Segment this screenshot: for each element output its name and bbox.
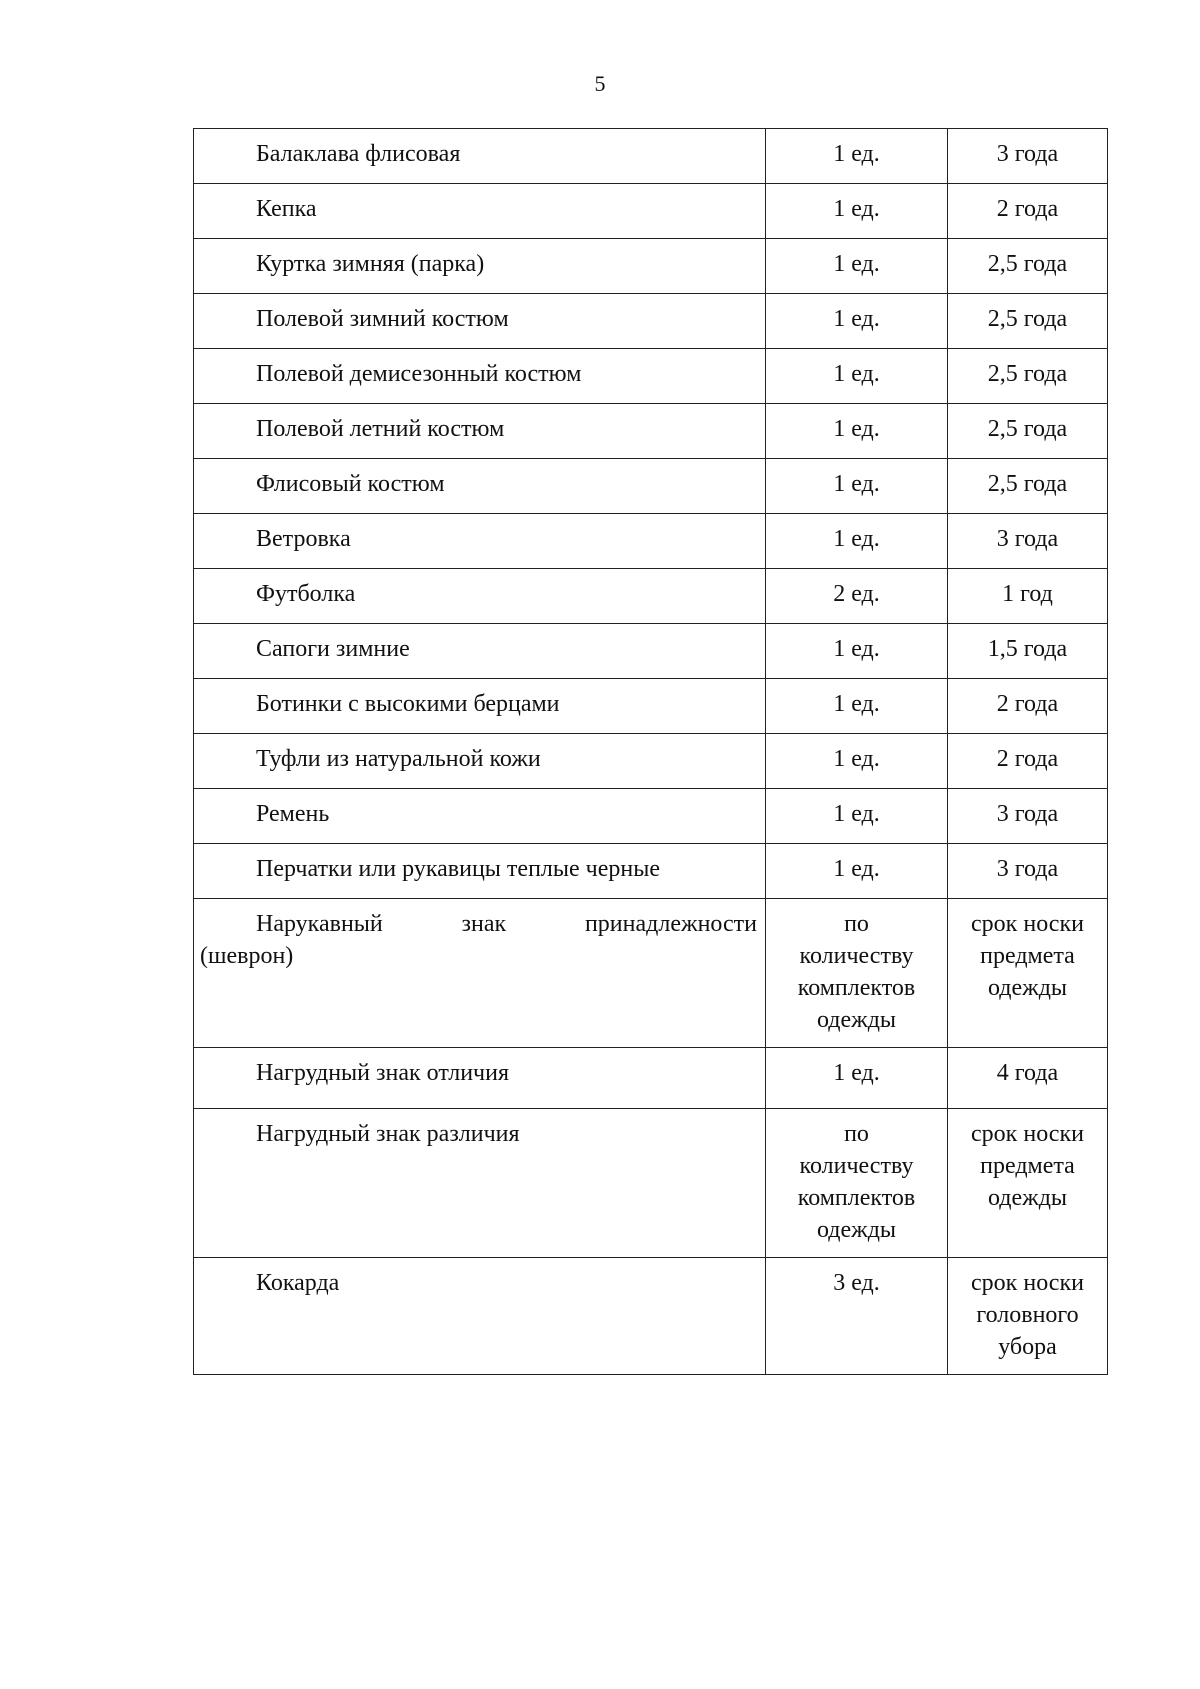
item-quantity: 1 ед. <box>766 294 948 349</box>
item-name: Ветровка <box>194 514 766 569</box>
table-row <box>194 239 1108 294</box>
item-quantity: 1 ед. <box>766 844 948 899</box>
item-quantity: 1 ед. <box>766 1048 948 1109</box>
item-quantity: 1 ед. <box>766 129 948 184</box>
item-wear-term: 2,5 года <box>948 459 1108 514</box>
item-name: Нагрудный знак отличия <box>194 1048 766 1109</box>
item-quantity: 1 ед. <box>766 459 948 514</box>
table-row <box>194 734 1108 789</box>
item-wear-term: 1 год <box>948 569 1108 624</box>
table-row <box>194 184 1108 239</box>
item-name: Ботинки с высокими берцами <box>194 679 766 734</box>
table-row <box>194 459 1108 514</box>
item-quantity: 1 ед. <box>766 184 948 239</box>
item-quantity: по количеству комплектов одежды <box>766 1109 948 1258</box>
item-name-line: Нарукавный знак принадлежности <box>256 911 757 937</box>
item-wear-term: 3 года <box>948 844 1108 899</box>
item-wear-term: 2 года <box>948 734 1108 789</box>
table-row <box>194 349 1108 404</box>
item-quantity: 1 ед. <box>766 789 948 844</box>
item-wear-term: 3 года <box>948 514 1108 569</box>
item-wear-term: срок носки головного убора <box>948 1258 1108 1375</box>
item-wear-term: 2,5 года <box>948 239 1108 294</box>
item-name: Кокарда <box>194 1258 766 1375</box>
item-name-line: (шеврон) <box>200 943 294 969</box>
table-row <box>194 129 1108 184</box>
item-wear-term: 3 года <box>948 789 1108 844</box>
item-name: Полевой демисезонный костюм <box>194 349 766 404</box>
page-number: 5 <box>594 71 606 96</box>
item-name: Полевой зимний костюм <box>194 294 766 349</box>
item-wear-term: 3 года <box>948 129 1108 184</box>
item-quantity: 1 ед. <box>766 734 948 789</box>
item-wear-term: 2 года <box>948 679 1108 734</box>
item-name: Футболка <box>194 569 766 624</box>
item-name: Нагрудный знак различия <box>194 1109 766 1258</box>
item-quantity: по количеству комплектов одежды <box>766 899 948 1048</box>
table-row <box>194 624 1108 679</box>
item-quantity: 2 ед. <box>766 569 948 624</box>
item-wear-term: 2,5 года <box>948 294 1108 349</box>
item-quantity: 1 ед. <box>766 239 948 294</box>
item-name: Флисовый костюм <box>194 459 766 514</box>
item-wear-term: 1,5 года <box>948 624 1108 679</box>
table-row <box>194 404 1108 459</box>
item-quantity: 1 ед. <box>766 624 948 679</box>
table-row <box>194 844 1108 899</box>
table-row <box>194 514 1108 569</box>
item-name: Полевой летний костюм <box>194 404 766 459</box>
table-row <box>194 1048 1108 1109</box>
item-name: Ремень <box>194 789 766 844</box>
table-row <box>194 789 1108 844</box>
item-name: Туфли из натуральной кожи <box>194 734 766 789</box>
item-name: Перчатки или рукавицы теплые черные <box>194 844 766 899</box>
item-wear-term: срок носки предмета одежды <box>948 1109 1108 1258</box>
item-quantity: 1 ед. <box>766 514 948 569</box>
item-wear-term: 4 года <box>948 1048 1108 1109</box>
item-quantity: 1 ед. <box>766 404 948 459</box>
item-wear-term: 2,5 года <box>948 404 1108 459</box>
table-row <box>194 294 1108 349</box>
item-wear-term: 2 года <box>948 184 1108 239</box>
table-row <box>194 569 1108 624</box>
table-row <box>194 1109 1108 1258</box>
table-row <box>194 679 1108 734</box>
item-name <box>194 899 766 1048</box>
item-quantity: 3 ед. <box>766 1258 948 1375</box>
item-quantity: 1 ед. <box>766 349 948 404</box>
clothing-supply-table <box>193 128 1108 1375</box>
item-wear-term: 2,5 года <box>948 349 1108 404</box>
table-row <box>194 1258 1108 1375</box>
item-name: Куртка зимняя (парка) <box>194 239 766 294</box>
table-row <box>194 899 1108 1048</box>
item-name: Кепка <box>194 184 766 239</box>
item-quantity: 1 ед. <box>766 679 948 734</box>
item-name: Балаклава флисовая <box>194 129 766 184</box>
item-name: Сапоги зимние <box>194 624 766 679</box>
item-wear-term: срок носки предмета одежды <box>948 899 1108 1048</box>
